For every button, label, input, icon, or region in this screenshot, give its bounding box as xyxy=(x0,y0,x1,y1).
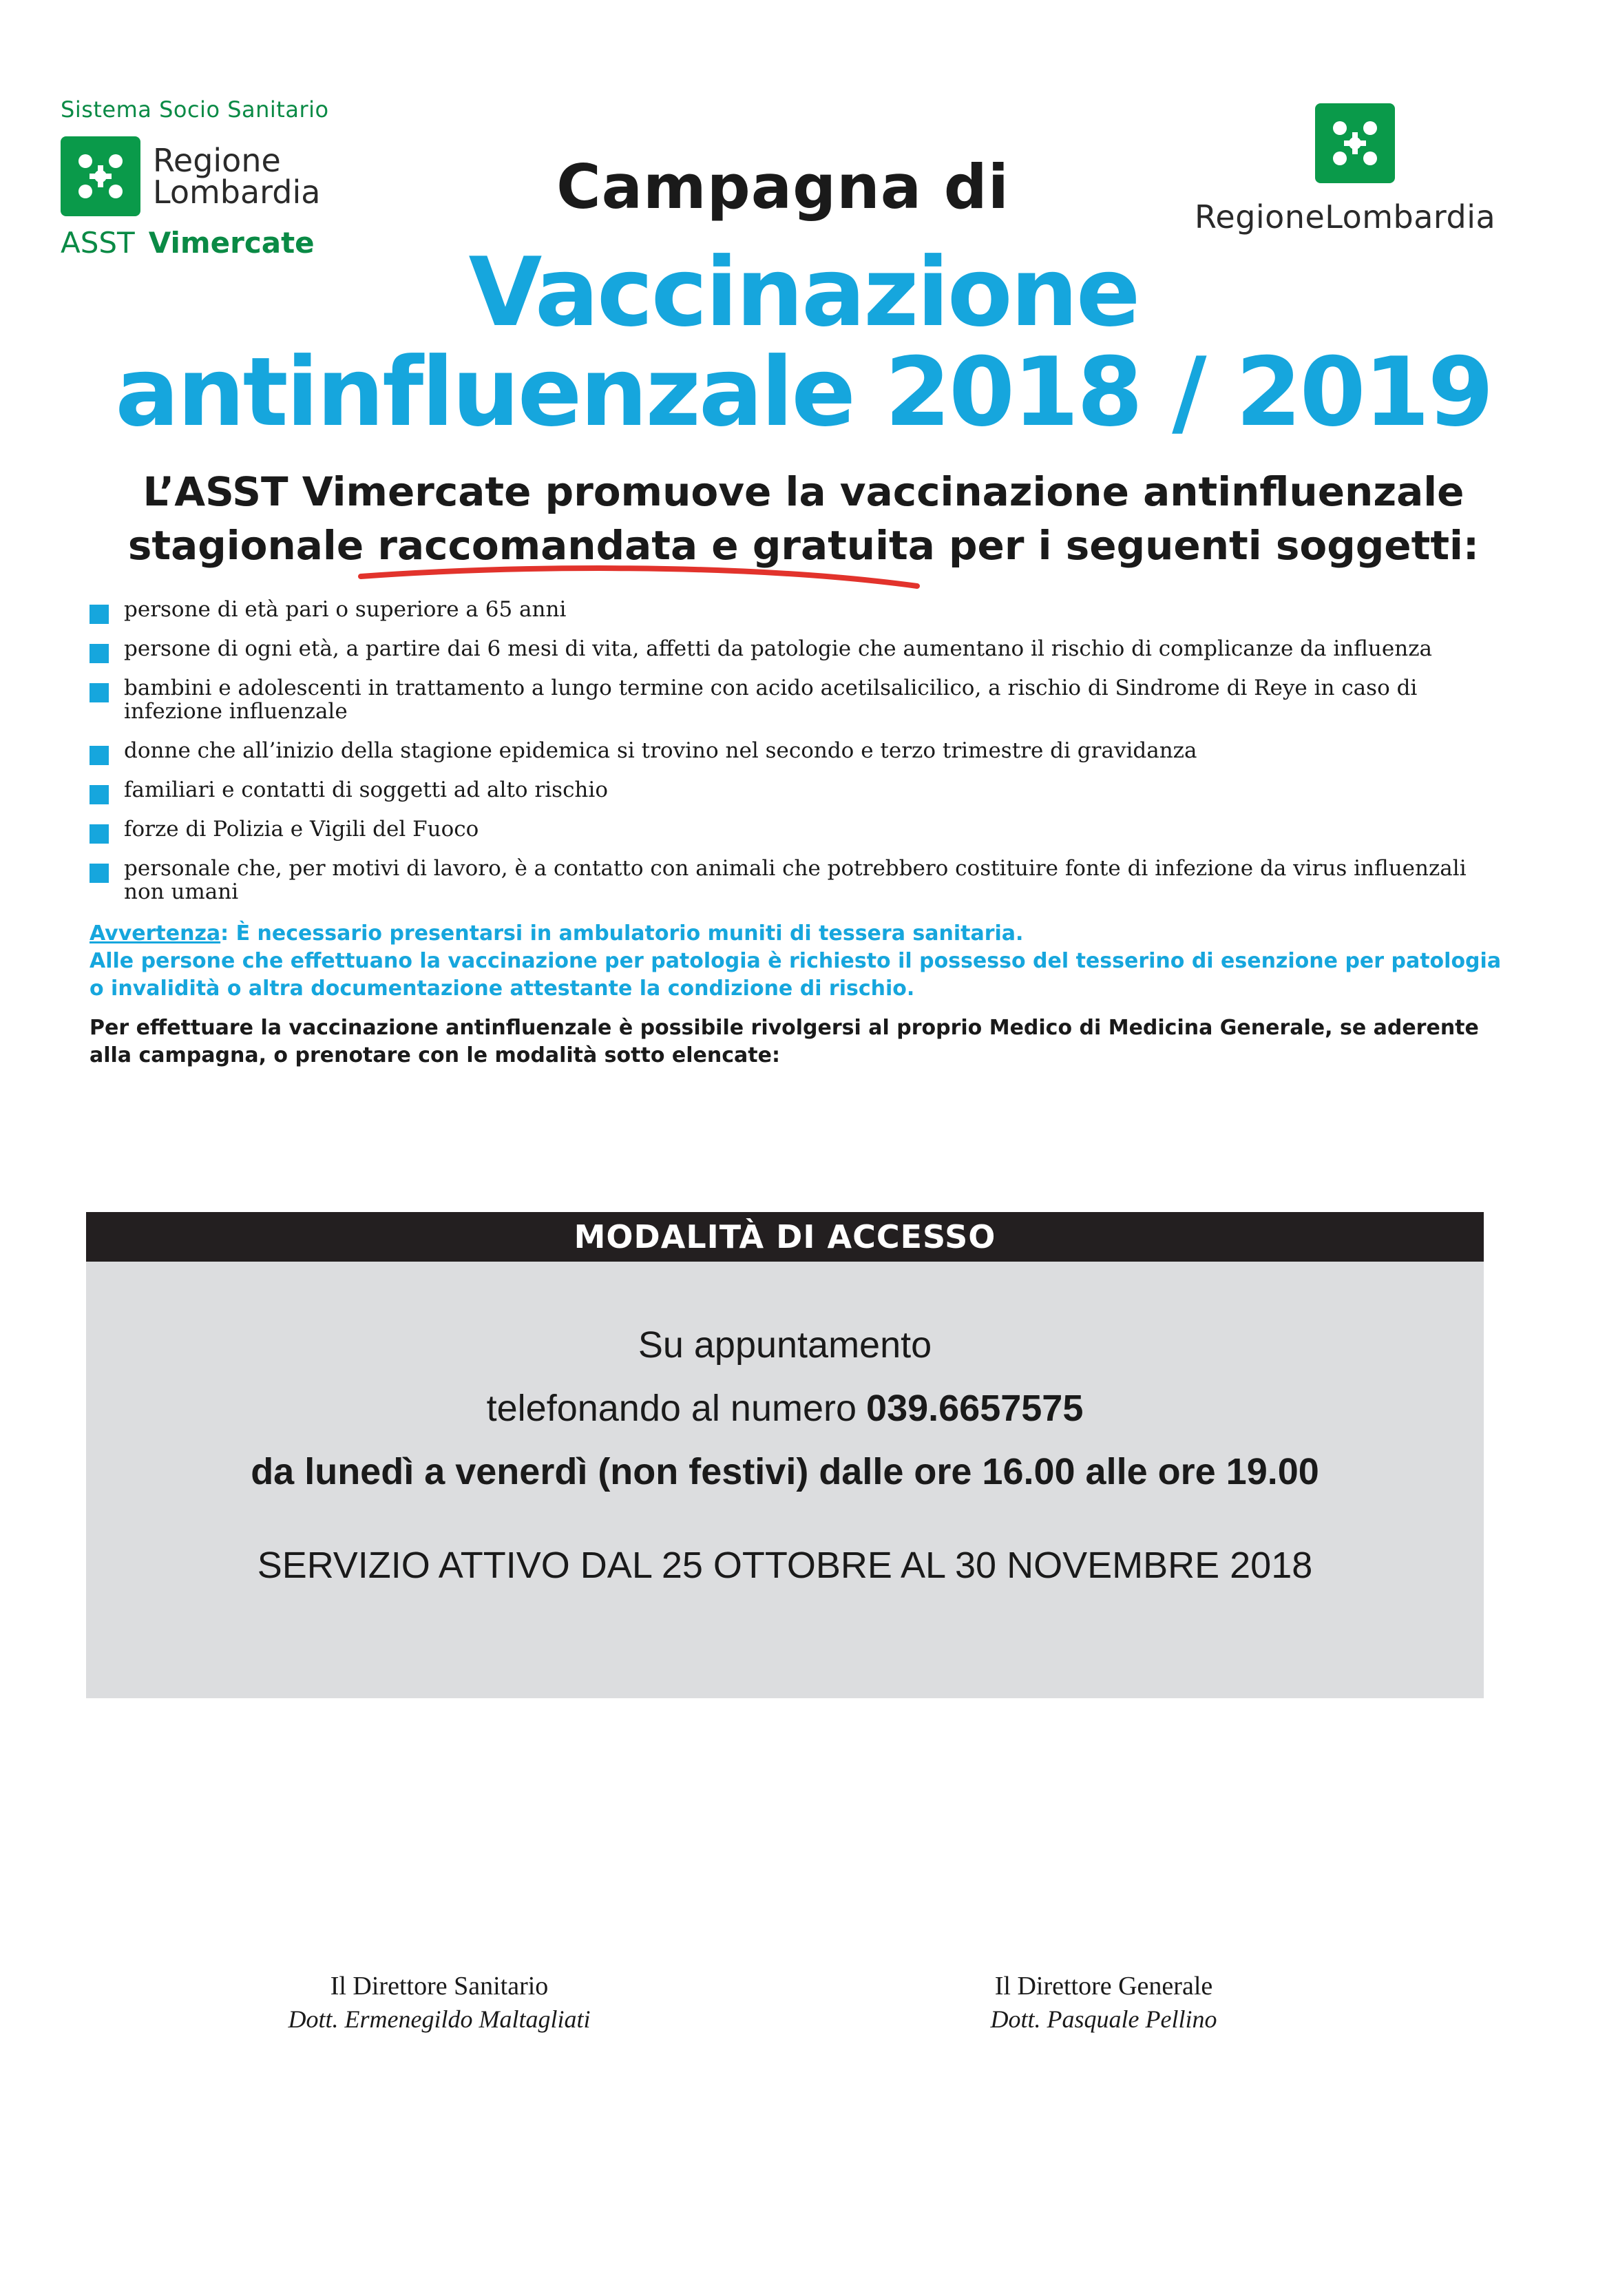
intro-line2-end: per i seguenti soggetti: xyxy=(934,522,1480,569)
list-item-text: familiari e contatti di soggetti ad alto rischio xyxy=(124,777,608,802)
booking-note: Per effettuare la vaccinazione antinfluenzale è possibile rivolgersi al proprio Medico di Medicina Generale, se aderente alla campagna, o prenotare con le modalità sotto elencate: xyxy=(90,1016,1479,1067)
access-phone-label: telefonando al numero xyxy=(486,1388,857,1429)
blue-square-bullet-icon xyxy=(90,864,109,883)
intro-statement xyxy=(69,465,1538,572)
intro-highlight: raccomandata e gratuita xyxy=(377,522,935,569)
access-header: MODALITÀ DI ACCESSO xyxy=(86,1212,1484,1262)
signature-direttore-generale xyxy=(863,1970,1345,2036)
list-item-text: persone di ogni età, a partire dai 6 mesi di vita, affetti da patologie che aumentano il rischio di complicanze da influenza xyxy=(124,636,1433,661)
signature-role: Il Direttore Generale xyxy=(994,1972,1213,2001)
eligible-subjects-list xyxy=(90,598,1508,919)
access-hours: da lunedì a venerdì (non festivi) dalle ore 16.00 alle ore 19.00 xyxy=(251,1451,1319,1492)
signature-direttore-sanitario xyxy=(198,1970,680,2036)
logo-right-name: RegioneLombardia xyxy=(1195,198,1496,236)
list-item xyxy=(90,778,1508,802)
blue-square-bullet-icon xyxy=(90,644,109,663)
title-vaccinazione: Vaccinazione xyxy=(468,237,1139,348)
title-antinfluenzale-season: antinfluenzale 2018 / 2019 xyxy=(115,337,1492,448)
logo-asst-name: Vimercate xyxy=(148,226,315,260)
list-item xyxy=(90,598,1508,621)
logo-name-line2: Lombardia xyxy=(153,174,321,211)
list-item-text: persone di età pari o superiore a 65 anni xyxy=(124,597,567,622)
list-item-text: donne che all’inizio della stagione epidemica si trovino nel secondo e terzo trimestre di gravidanza xyxy=(124,738,1197,763)
list-item-text: personale che, per motivi di lavoro, è a contatto con animali che potrebbero costituire fonte di infezione da virus influenzali non umani xyxy=(124,856,1467,904)
access-phone-number: 039.6657575 xyxy=(866,1388,1084,1429)
access-appointment: Su appuntamento xyxy=(638,1324,932,1366)
red-underline-swoosh xyxy=(358,561,923,596)
signature-role: Il Direttore Sanitario xyxy=(330,1972,549,2001)
logo-name-line1: Regione xyxy=(153,142,281,179)
list-item xyxy=(90,739,1508,762)
blue-square-bullet-icon xyxy=(90,824,109,844)
logo-asst-prefix: ASST xyxy=(61,226,135,260)
list-item-text: bambini e adolescenti in trattamento a lungo termine con acido acetilsalicilico, a rischio di Sindrome di Reye in caso di infezione influenzale xyxy=(124,676,1418,724)
signature-name: Dott. Pasquale Pellino xyxy=(990,2005,1217,2033)
warning-notice xyxy=(90,920,1522,1003)
warning-label: Avvertenza xyxy=(90,921,221,946)
access-details-panel xyxy=(86,1262,1484,1698)
blue-square-bullet-icon xyxy=(90,785,109,804)
title-campagna: Campagna di xyxy=(556,152,1009,222)
intro-line2-start: stagionale xyxy=(127,522,378,569)
access-service-period: SERVIZIO ATTIVO DAL 25 OTTOBRE AL 30 NOVEMBRE 2018 xyxy=(257,1545,1313,1586)
warning-text-2: Alle persone che effettuano la vaccinazione per patologia è richiesto il possesso del tesserino di esenzione per patologia o invalidità o altra documentazione attestante la condizione di rischio. xyxy=(90,949,1502,1001)
list-item-text: forze di Polizia e Vigili del Fuoco xyxy=(124,817,479,842)
list-item xyxy=(90,676,1508,723)
blue-square-bullet-icon xyxy=(90,605,109,624)
signature-name: Dott. Ermenegildo Maltagliati xyxy=(288,2005,591,2033)
list-item xyxy=(90,817,1508,841)
intro-line1: L’ASST Vimercate promuove la vaccinazione antinfluenzale xyxy=(143,468,1464,515)
list-item xyxy=(90,857,1508,904)
blue-square-bullet-icon xyxy=(90,746,109,765)
blue-square-bullet-icon xyxy=(90,683,109,702)
warning-text-1: : È necessario presentarsi in ambulatorio muniti di tessera sanitaria. xyxy=(220,921,1024,946)
logo-network-text: Sistema Socio Sanitario xyxy=(61,96,329,123)
list-item xyxy=(90,637,1508,660)
access-phone-line xyxy=(86,1387,1484,1430)
